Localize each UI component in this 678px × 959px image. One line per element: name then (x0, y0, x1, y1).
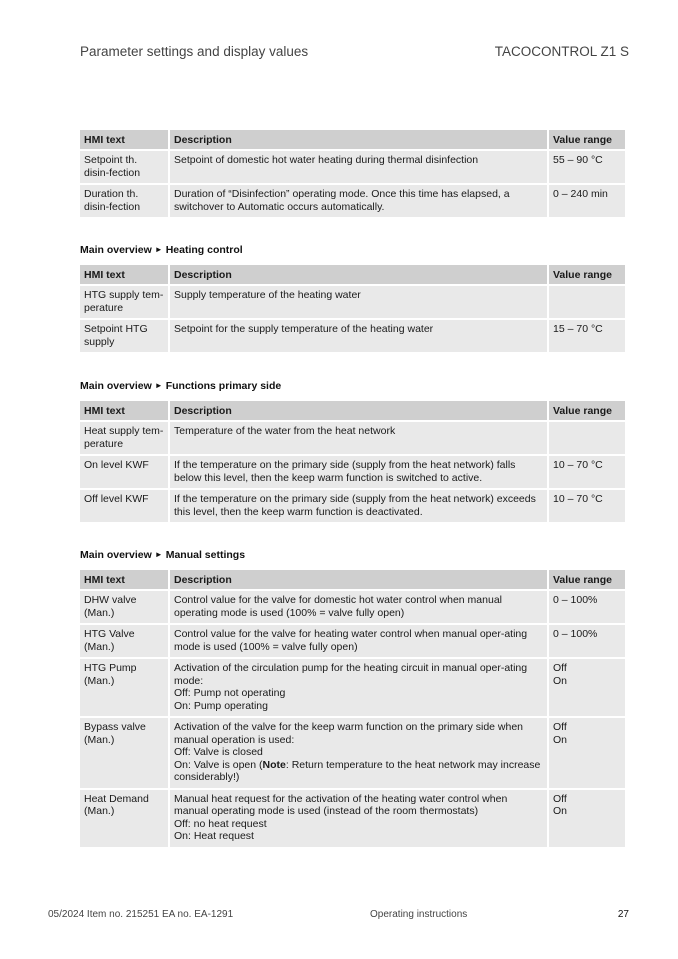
table-row (80, 591, 625, 623)
col-hmi-text: HMI text (80, 130, 168, 149)
col-description: Description (170, 265, 547, 284)
description: Temperature of the water from the heat network (170, 422, 547, 454)
table-heating-control (78, 263, 627, 354)
table-row (80, 151, 625, 183)
table-functions-primary-side (78, 399, 627, 524)
table-header-row (80, 130, 625, 149)
running-header-title: Parameter settings and display values (80, 44, 309, 59)
hmi-text: On level KWF (80, 456, 168, 488)
value-range: 0 – 240 min (549, 185, 625, 217)
table-row (80, 185, 625, 217)
col-description: Description (170, 570, 547, 589)
table-row (80, 659, 625, 716)
section-heading-manual-settings: Main overview ► Manual settings (80, 549, 246, 561)
hmi-text: HTG Pump (Man.) (80, 659, 168, 716)
value-range (549, 286, 625, 318)
table-header-row (80, 570, 625, 589)
description-on: On: Valve is open (Note: Return temperature to the heat network may increase considerably!) (174, 758, 541, 783)
col-description: Description (170, 130, 547, 149)
hmi-text: Setpoint HTG supply (80, 320, 168, 352)
triangle-right-icon: ► (154, 550, 163, 559)
description: Supply temperature of the heating water (170, 286, 547, 318)
range-on: On (553, 805, 568, 817)
value-range: 15 – 70 °C (549, 320, 625, 352)
col-value-range: Value range (549, 265, 625, 284)
range-off: Off (553, 792, 567, 805)
description-main: Manual heat request for the activation of the heating water control when manual operating mode is used (instead of the room thermostats) (174, 792, 508, 817)
col-value-range: Value range (549, 401, 625, 420)
range-off: Off (553, 721, 567, 733)
table-manual-settings (78, 568, 627, 849)
value-range: 10 – 70 °C (549, 490, 625, 522)
value-range (549, 790, 625, 847)
col-hmi-text: HMI text (80, 265, 168, 284)
table-header-row (80, 401, 625, 420)
value-range (549, 422, 625, 454)
description: Setpoint for the supply temperature of the heating water (170, 320, 547, 352)
description-off: Off: no heat request (174, 817, 267, 830)
footer-document-info: 05/2024 Item no. 215251 EA no. EA-1291 (48, 909, 234, 920)
description (170, 718, 547, 788)
triangle-right-icon: ► (154, 381, 163, 390)
hmi-text: HTG Valve (Man.) (80, 625, 168, 657)
hmi-text: Duration th. disin-fection (80, 185, 168, 217)
hmi-text: Setpoint th. disin-fection (80, 151, 168, 183)
description: If the temperature on the primary side (supply from the heat network) exceeds this level, then the keep warm function is deactivated. (170, 490, 547, 522)
description: Control value for the valve for heating water control when manual oper-ating mode is used (100% = valve fully open) (170, 625, 547, 657)
note-label: Note (262, 758, 286, 771)
description-on: On: Heat request (174, 830, 254, 842)
range-off: Off (553, 662, 567, 674)
section-heading-functions-primary-side: Main overview ► Functions primary side (80, 380, 282, 392)
page-number: 27 (617, 909, 629, 920)
description (170, 659, 547, 716)
value-range: 10 – 70 °C (549, 456, 625, 488)
description-main: Activation of the valve for the keep warm function on the primary side when manual operation is used: (174, 721, 524, 746)
hmi-text: HTG supply tem-perature (80, 286, 168, 318)
table-row (80, 490, 625, 522)
value-range: 0 – 100% (549, 625, 625, 657)
table-row (80, 625, 625, 657)
table-row (80, 422, 625, 454)
col-value-range: Value range (549, 570, 625, 589)
hmi-text: Off level KWF (80, 490, 168, 522)
col-value-range: Value range (549, 130, 625, 149)
value-range (549, 718, 625, 788)
footer-document-type: Operating instructions (370, 909, 468, 920)
table-header-row (80, 265, 625, 284)
table-disinfection (78, 128, 627, 219)
table-row (80, 790, 625, 847)
triangle-right-icon: ► (154, 245, 163, 254)
description-on: On: Pump operating (174, 699, 268, 712)
description-off: Off: Pump not operating (174, 687, 286, 699)
hmi-text: Heat Demand (Man.) (80, 790, 168, 847)
description (170, 790, 547, 847)
table-row (80, 456, 625, 488)
col-hmi-text: HMI text (80, 401, 168, 420)
description: If the temperature on the primary side (supply from the heat network) falls below this level, then the keep warm function is switched to active. (170, 456, 547, 488)
range-on: On (553, 674, 568, 687)
table-row (80, 718, 625, 788)
description: Duration of “Disinfection” operating mode. Once this time has elapsed, a switchover to Automatic occurs automatically. (170, 185, 547, 217)
hmi-text: DHW valve (Man.) (80, 591, 168, 623)
section-heading-heating-control: Main overview ► Heating control (80, 244, 243, 256)
description: Setpoint of domestic hot water heating during thermal disinfection (170, 151, 547, 183)
description-off: Off: Valve is closed (174, 746, 263, 758)
value-range: 55 – 90 °C (549, 151, 625, 183)
hmi-text: Bypass valve (Man.) (80, 718, 168, 788)
table-row (80, 320, 625, 352)
range-on: On (553, 733, 568, 746)
description: Control value for the valve for domestic hot water control when manual operating mode is used (100% = valve fully open) (170, 591, 547, 623)
hmi-text: Heat supply tem-perature (80, 422, 168, 454)
value-range: 0 – 100% (549, 591, 625, 623)
running-header-product: TACOCONTROL Z1 S (494, 44, 629, 59)
value-range (549, 659, 625, 716)
col-hmi-text: HMI text (80, 570, 168, 589)
col-description: Description (170, 401, 547, 420)
table-row (80, 286, 625, 318)
description-main: Activation of the circulation pump for the heating circuit in manual oper-ating mode: (174, 662, 528, 687)
